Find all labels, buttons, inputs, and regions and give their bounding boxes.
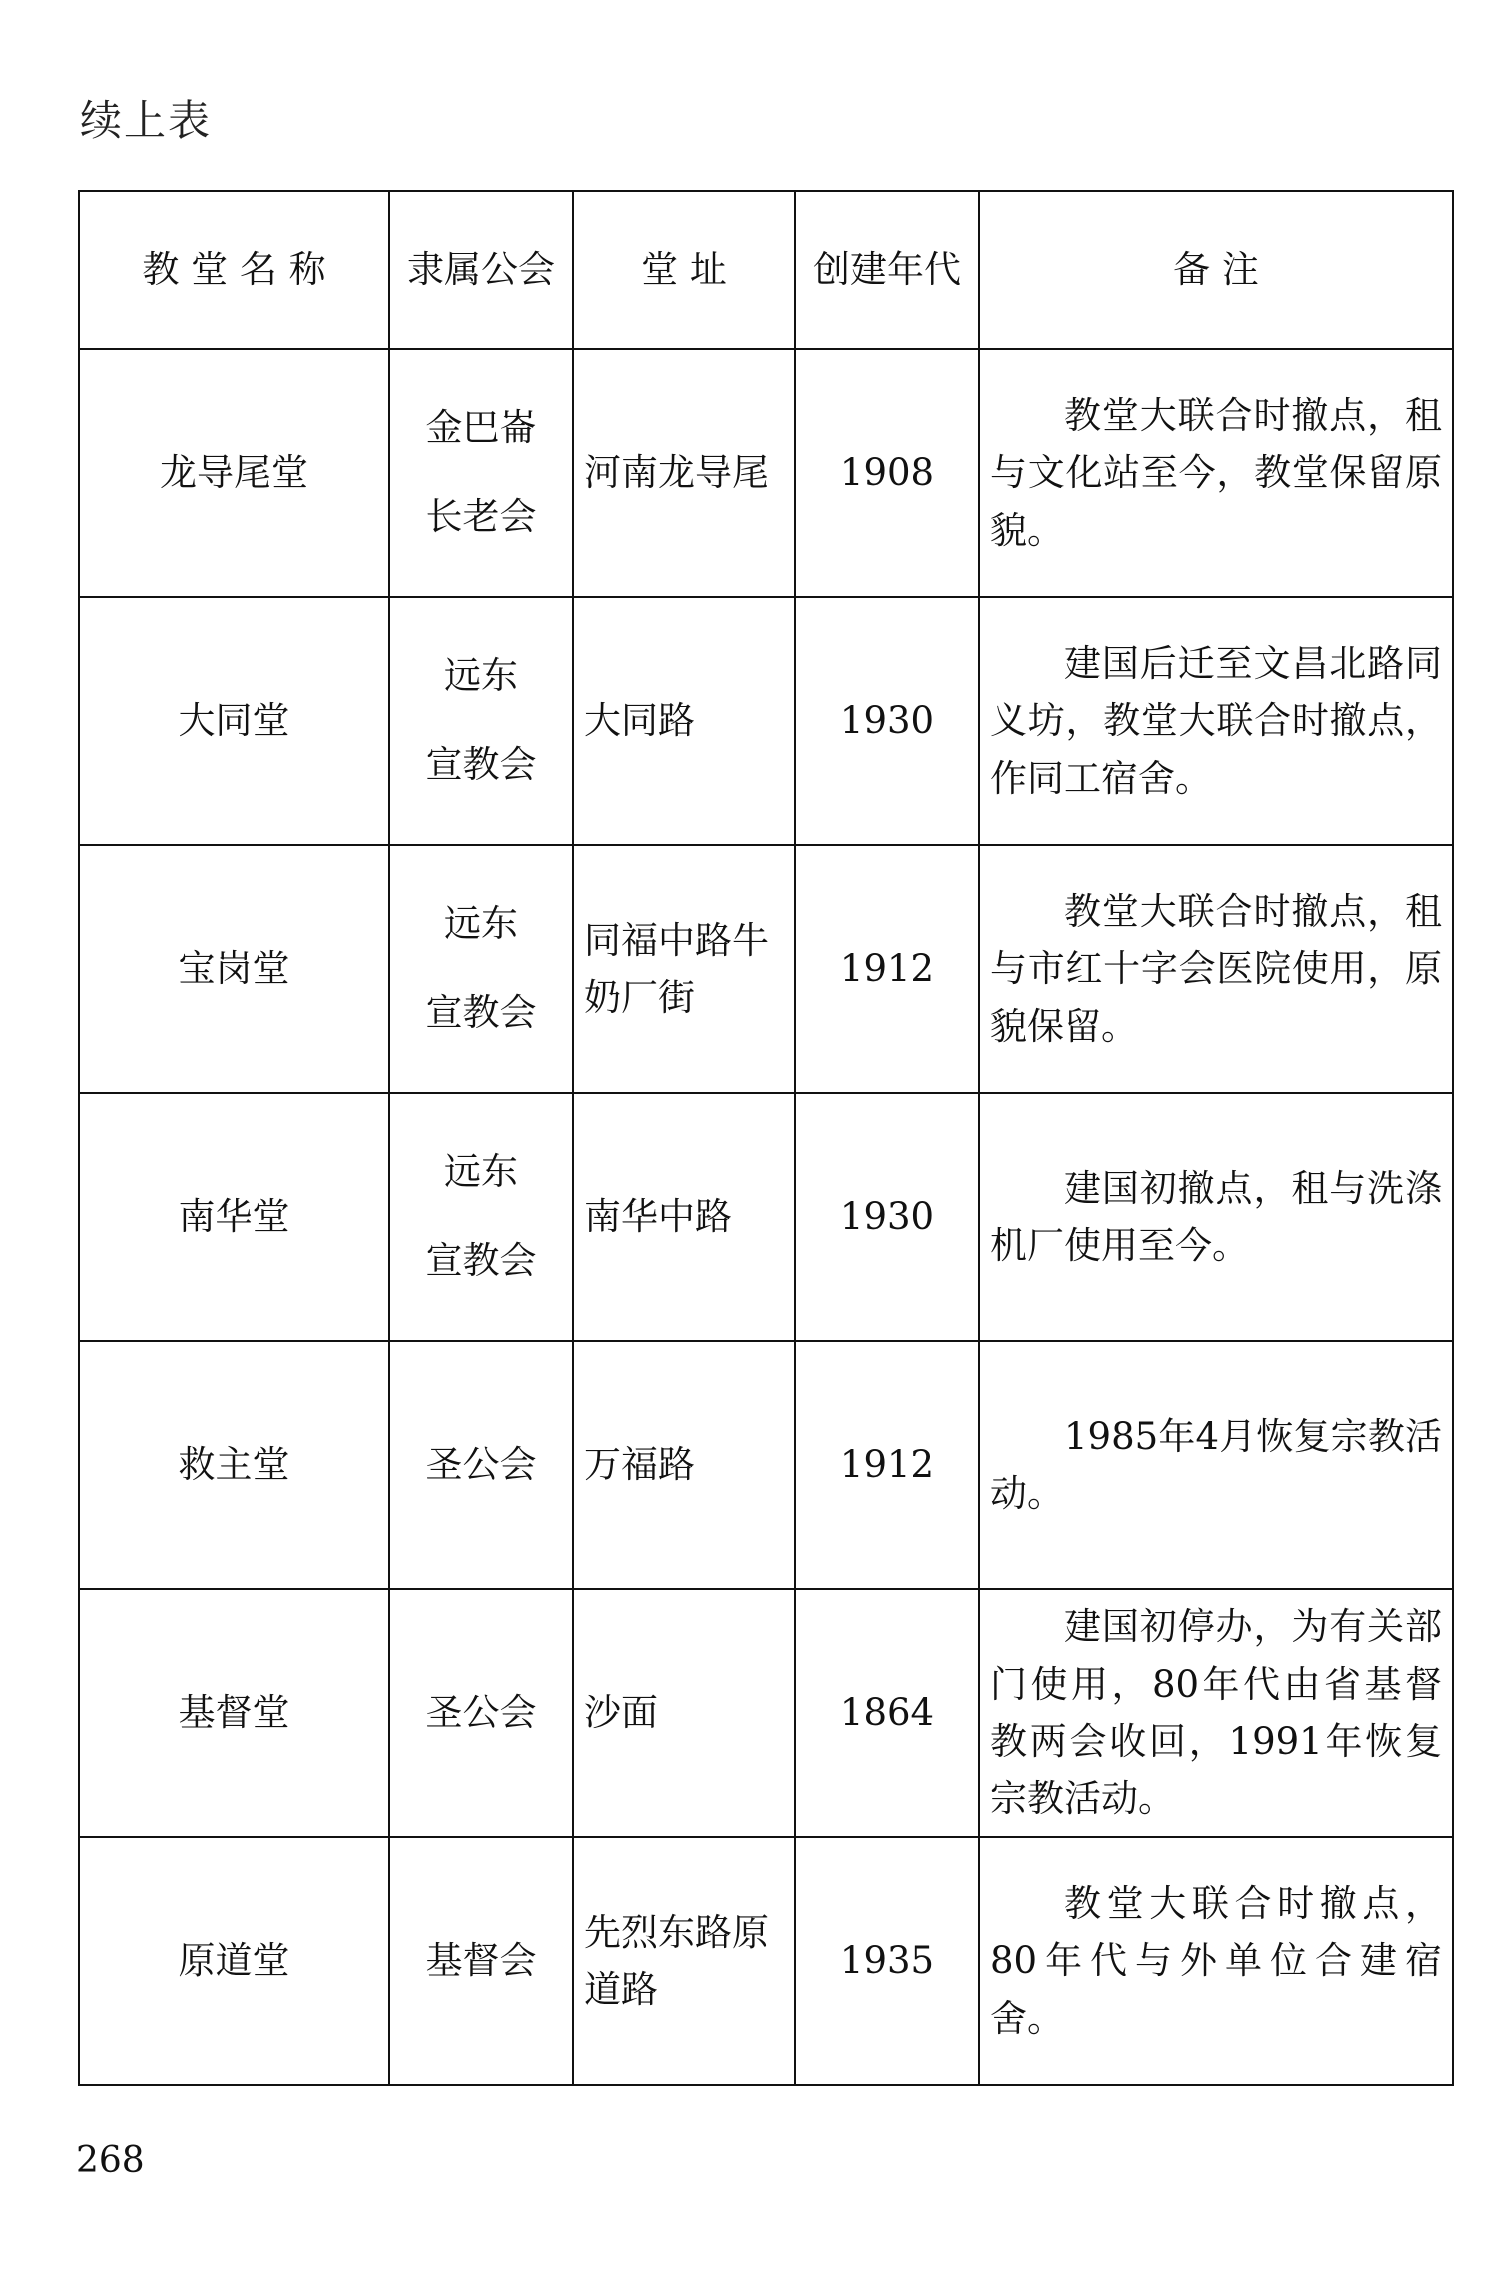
table-row [79, 845, 1453, 1093]
church-year: 1912 [795, 845, 979, 1093]
church-note: 教堂大联合时撤点，80年代与外单位合建宿舍。 [979, 1837, 1453, 2085]
church-note: 教堂大联合时撤点，租与市红十字会医院使用，原貌保留。 [979, 845, 1453, 1093]
church-org: 远东 宣教会 [389, 845, 573, 1093]
table-row [79, 1589, 1453, 1837]
church-note: 建国初停办，为有关部门使用，80年代由省基督教两会收回，1991年恢复宗教活动。 [979, 1589, 1453, 1837]
table-row [79, 597, 1453, 845]
header-address: 堂 址 [573, 191, 795, 349]
table-row [79, 1093, 1453, 1341]
church-table [78, 190, 1454, 2086]
church-year: 1935 [795, 1837, 979, 2085]
church-year: 1912 [795, 1341, 979, 1589]
church-name: 龙导尾堂 [79, 349, 389, 597]
church-org: 圣公会 [389, 1589, 573, 1837]
header-name: 教 堂 名 称 [79, 191, 389, 349]
church-year: 1930 [795, 597, 979, 845]
church-address: 沙面 [573, 1589, 795, 1837]
header-year: 创建年代 [795, 191, 979, 349]
church-name: 宝岗堂 [79, 845, 389, 1093]
table-caption: 续上表 [80, 96, 213, 145]
header-note: 备 注 [979, 191, 1453, 349]
church-year: 1930 [795, 1093, 979, 1341]
church-org: 远东 宣教会 [389, 1093, 573, 1341]
church-note: 建国后迁至文昌北路同义坊，教堂大联合时撤点，作同工宿舍。 [979, 597, 1453, 845]
church-name: 基督堂 [79, 1589, 389, 1837]
church-note: 教堂大联合时撤点，租与文化站至今，教堂保留原貌。 [979, 349, 1453, 597]
church-org: 圣公会 [389, 1341, 573, 1589]
church-address: 先烈东路原道路 [573, 1837, 795, 2085]
church-year: 1864 [795, 1589, 979, 1837]
header-row [79, 191, 1453, 349]
header-org: 隶属公会 [389, 191, 573, 349]
church-address: 大同路 [573, 597, 795, 845]
church-address: 万福路 [573, 1341, 795, 1589]
table-row [79, 349, 1453, 597]
church-name: 救主堂 [79, 1341, 389, 1589]
church-name: 南华堂 [79, 1093, 389, 1341]
church-address: 南华中路 [573, 1093, 795, 1341]
church-address: 同福中路牛奶厂街 [573, 845, 795, 1093]
table-row [79, 1341, 1453, 1589]
church-year: 1908 [795, 349, 979, 597]
church-name: 大同堂 [79, 597, 389, 845]
church-org: 基督会 [389, 1837, 573, 2085]
table-row [79, 1837, 1453, 2085]
church-note: 建国初撤点，租与洗涤机厂使用至今。 [979, 1093, 1453, 1341]
church-note: 1985年4月恢复宗教活动。 [979, 1341, 1453, 1589]
church-org: 远东 宣教会 [389, 597, 573, 845]
page-number: 268 [76, 2140, 145, 2181]
church-address: 河南龙导尾 [573, 349, 795, 597]
church-org: 金巴崙 长老会 [389, 349, 573, 597]
church-name: 原道堂 [79, 1837, 389, 2085]
